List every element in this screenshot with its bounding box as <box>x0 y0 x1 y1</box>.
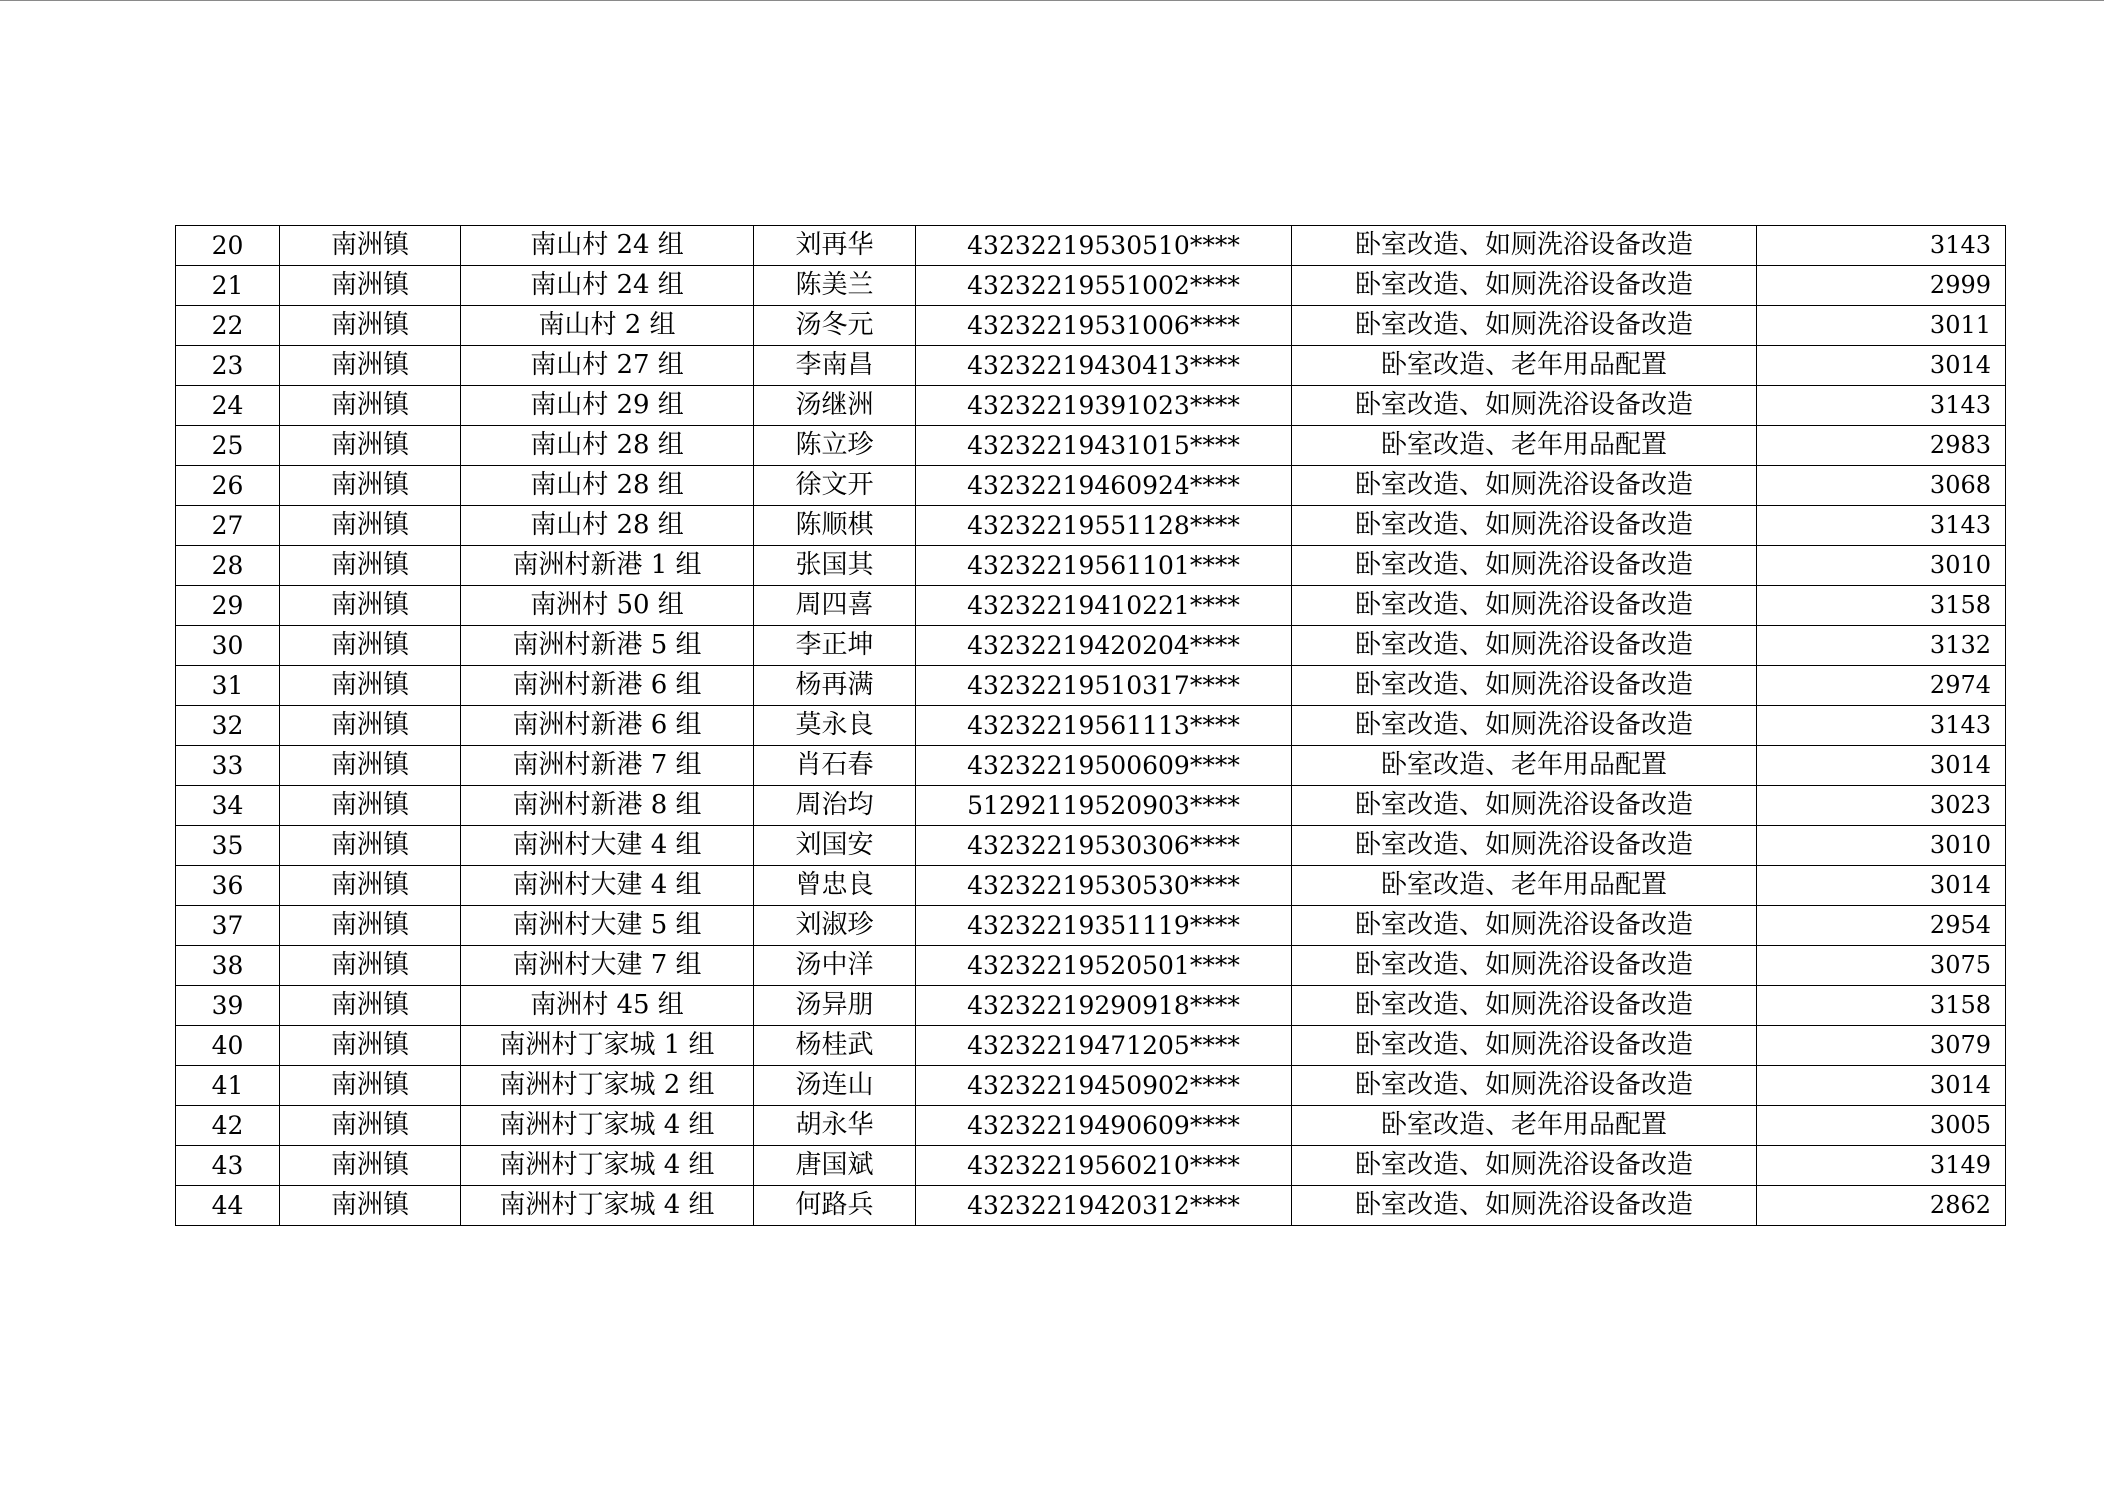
cell-amount: 2999 <box>1757 266 2006 306</box>
cell-person-name: 张国其 <box>754 546 916 586</box>
cell-person-name: 汤冬元 <box>754 306 916 346</box>
cell-renovation-item: 卧室改造、如厕洗浴设备改造 <box>1292 226 1757 266</box>
cell-person-name: 汤连山 <box>754 1066 916 1106</box>
cell-village-group: 南洲村丁家城 4 组 <box>461 1146 754 1186</box>
cell-village-group: 南洲村新港 6 组 <box>461 706 754 746</box>
cell-village-group: 南山村 27 组 <box>461 346 754 386</box>
cell-amount: 3010 <box>1757 826 2006 866</box>
cell-id-number: 43232219471205**** <box>916 1026 1292 1066</box>
cell-town: 南洲镇 <box>280 986 461 1026</box>
cell-town: 南洲镇 <box>280 626 461 666</box>
cell-amount: 3014 <box>1757 346 2006 386</box>
cell-index: 26 <box>176 466 280 506</box>
cell-renovation-item: 卧室改造、老年用品配置 <box>1292 346 1757 386</box>
cell-renovation-item: 卧室改造、如厕洗浴设备改造 <box>1292 1026 1757 1066</box>
cell-index: 32 <box>176 706 280 746</box>
cell-id-number: 43232219420312**** <box>916 1186 1292 1226</box>
table-row <box>176 1026 2006 1066</box>
cell-person-name: 陈美兰 <box>754 266 916 306</box>
cell-town: 南洲镇 <box>280 506 461 546</box>
beneficiary-table <box>175 225 2006 1226</box>
cell-village-group: 南洲村丁家城 1 组 <box>461 1026 754 1066</box>
cell-index: 40 <box>176 1026 280 1066</box>
cell-amount: 2954 <box>1757 906 2006 946</box>
cell-amount: 3079 <box>1757 1026 2006 1066</box>
table-row <box>176 466 2006 506</box>
cell-renovation-item: 卧室改造、如厕洗浴设备改造 <box>1292 1186 1757 1226</box>
cell-index: 29 <box>176 586 280 626</box>
cell-person-name: 莫永良 <box>754 706 916 746</box>
cell-person-name: 李南昌 <box>754 346 916 386</box>
table-row <box>176 346 2006 386</box>
cell-renovation-item: 卧室改造、如厕洗浴设备改造 <box>1292 946 1757 986</box>
cell-town: 南洲镇 <box>280 946 461 986</box>
table-row <box>176 386 2006 426</box>
document-table-wrapper <box>175 225 2005 1226</box>
cell-id-number: 43232219431015**** <box>916 426 1292 466</box>
cell-town: 南洲镇 <box>280 906 461 946</box>
cell-renovation-item: 卧室改造、如厕洗浴设备改造 <box>1292 1066 1757 1106</box>
cell-town: 南洲镇 <box>280 426 461 466</box>
cell-renovation-item: 卧室改造、如厕洗浴设备改造 <box>1292 666 1757 706</box>
table-row <box>176 1066 2006 1106</box>
cell-id-number: 43232219500609**** <box>916 746 1292 786</box>
cell-village-group: 南山村 2 组 <box>461 306 754 346</box>
cell-renovation-item: 卧室改造、如厕洗浴设备改造 <box>1292 266 1757 306</box>
cell-index: 30 <box>176 626 280 666</box>
table-row <box>176 906 2006 946</box>
cell-person-name: 周四喜 <box>754 586 916 626</box>
table-row <box>176 506 2006 546</box>
cell-village-group: 南洲村大建 7 组 <box>461 946 754 986</box>
cell-renovation-item: 卧室改造、如厕洗浴设备改造 <box>1292 506 1757 546</box>
cell-village-group: 南洲村新港 5 组 <box>461 626 754 666</box>
cell-id-number: 43232219420204**** <box>916 626 1292 666</box>
cell-town: 南洲镇 <box>280 306 461 346</box>
cell-renovation-item: 卧室改造、老年用品配置 <box>1292 746 1757 786</box>
cell-amount: 3005 <box>1757 1106 2006 1146</box>
cell-person-name: 陈立珍 <box>754 426 916 466</box>
cell-person-name: 汤继洲 <box>754 386 916 426</box>
cell-town: 南洲镇 <box>280 826 461 866</box>
cell-id-number: 43232219430413**** <box>916 346 1292 386</box>
cell-id-number: 43232219561101**** <box>916 546 1292 586</box>
cell-person-name: 徐文开 <box>754 466 916 506</box>
cell-person-name: 杨桂武 <box>754 1026 916 1066</box>
cell-renovation-item: 卧室改造、如厕洗浴设备改造 <box>1292 626 1757 666</box>
cell-village-group: 南洲村新港 6 组 <box>461 666 754 706</box>
cell-id-number: 51292119520903**** <box>916 786 1292 826</box>
cell-town: 南洲镇 <box>280 1186 461 1226</box>
cell-id-number: 43232219510317**** <box>916 666 1292 706</box>
cell-id-number: 43232219551002**** <box>916 266 1292 306</box>
cell-amount: 3143 <box>1757 386 2006 426</box>
cell-renovation-item: 卧室改造、如厕洗浴设备改造 <box>1292 986 1757 1026</box>
table-row <box>176 986 2006 1026</box>
cell-amount: 3075 <box>1757 946 2006 986</box>
cell-amount: 3143 <box>1757 706 2006 746</box>
cell-person-name: 汤异朋 <box>754 986 916 1026</box>
table-row <box>176 866 2006 906</box>
cell-renovation-item: 卧室改造、老年用品配置 <box>1292 866 1757 906</box>
cell-person-name: 刘再华 <box>754 226 916 266</box>
cell-village-group: 南洲村大建 4 组 <box>461 826 754 866</box>
cell-town: 南洲镇 <box>280 706 461 746</box>
cell-id-number: 43232219530530**** <box>916 866 1292 906</box>
cell-amount: 3143 <box>1757 506 2006 546</box>
cell-index: 36 <box>176 866 280 906</box>
cell-amount: 3014 <box>1757 746 2006 786</box>
cell-town: 南洲镇 <box>280 386 461 426</box>
cell-index: 31 <box>176 666 280 706</box>
cell-village-group: 南洲村大建 5 组 <box>461 906 754 946</box>
cell-id-number: 43232219391023**** <box>916 386 1292 426</box>
cell-index: 34 <box>176 786 280 826</box>
cell-index: 20 <box>176 226 280 266</box>
cell-village-group: 南山村 28 组 <box>461 466 754 506</box>
cell-index: 25 <box>176 426 280 466</box>
table-body <box>176 226 2006 1226</box>
table-row <box>176 786 2006 826</box>
cell-index: 37 <box>176 906 280 946</box>
cell-amount: 2974 <box>1757 666 2006 706</box>
cell-renovation-item: 卧室改造、如厕洗浴设备改造 <box>1292 466 1757 506</box>
table-row <box>176 586 2006 626</box>
cell-town: 南洲镇 <box>280 1146 461 1186</box>
table-row <box>176 1186 2006 1226</box>
cell-person-name: 杨再满 <box>754 666 916 706</box>
cell-index: 28 <box>176 546 280 586</box>
cell-id-number: 43232219490609**** <box>916 1106 1292 1146</box>
table-row <box>176 626 2006 666</box>
cell-town: 南洲镇 <box>280 866 461 906</box>
table-row <box>176 706 2006 746</box>
cell-town: 南洲镇 <box>280 586 461 626</box>
cell-town: 南洲镇 <box>280 1066 461 1106</box>
cell-village-group: 南洲村大建 4 组 <box>461 866 754 906</box>
cell-person-name: 何路兵 <box>754 1186 916 1226</box>
cell-index: 38 <box>176 946 280 986</box>
cell-town: 南洲镇 <box>280 786 461 826</box>
cell-town: 南洲镇 <box>280 1106 461 1146</box>
cell-town: 南洲镇 <box>280 466 461 506</box>
cell-renovation-item: 卧室改造、如厕洗浴设备改造 <box>1292 1146 1757 1186</box>
cell-person-name: 曾忠良 <box>754 866 916 906</box>
cell-id-number: 43232219290918**** <box>916 986 1292 1026</box>
cell-index: 39 <box>176 986 280 1026</box>
cell-village-group: 南洲村 50 组 <box>461 586 754 626</box>
cell-id-number: 43232219530306**** <box>916 826 1292 866</box>
cell-town: 南洲镇 <box>280 226 461 266</box>
cell-id-number: 43232219351119**** <box>916 906 1292 946</box>
cell-id-number: 43232219460924**** <box>916 466 1292 506</box>
cell-amount: 3023 <box>1757 786 2006 826</box>
table-row <box>176 426 2006 466</box>
cell-village-group: 南山村 24 组 <box>461 266 754 306</box>
cell-index: 22 <box>176 306 280 346</box>
cell-id-number: 43232219530510**** <box>916 226 1292 266</box>
cell-index: 27 <box>176 506 280 546</box>
cell-index: 44 <box>176 1186 280 1226</box>
cell-village-group: 南洲村丁家城 4 组 <box>461 1106 754 1146</box>
cell-amount: 3014 <box>1757 866 2006 906</box>
cell-person-name: 刘淑珍 <box>754 906 916 946</box>
cell-renovation-item: 卧室改造、老年用品配置 <box>1292 426 1757 466</box>
cell-index: 21 <box>176 266 280 306</box>
cell-id-number: 43232219560210**** <box>916 1146 1292 1186</box>
table-row <box>176 946 2006 986</box>
cell-amount: 3011 <box>1757 306 2006 346</box>
cell-index: 35 <box>176 826 280 866</box>
page-top-rule <box>0 0 2104 1</box>
cell-town: 南洲镇 <box>280 746 461 786</box>
cell-town: 南洲镇 <box>280 666 461 706</box>
cell-town: 南洲镇 <box>280 266 461 306</box>
cell-index: 43 <box>176 1146 280 1186</box>
table-row <box>176 546 2006 586</box>
cell-person-name: 肖石春 <box>754 746 916 786</box>
cell-id-number: 43232219531006**** <box>916 306 1292 346</box>
cell-amount: 3143 <box>1757 226 2006 266</box>
cell-renovation-item: 卧室改造、如厕洗浴设备改造 <box>1292 706 1757 746</box>
cell-amount: 3010 <box>1757 546 2006 586</box>
cell-village-group: 南山村 24 组 <box>461 226 754 266</box>
cell-amount: 3068 <box>1757 466 2006 506</box>
cell-village-group: 南洲村丁家城 2 组 <box>461 1066 754 1106</box>
table-row <box>176 226 2006 266</box>
cell-person-name: 刘国安 <box>754 826 916 866</box>
cell-id-number: 43232219561113**** <box>916 706 1292 746</box>
cell-village-group: 南洲村 45 组 <box>461 986 754 1026</box>
cell-village-group: 南洲村新港 7 组 <box>461 746 754 786</box>
cell-person-name: 胡永华 <box>754 1106 916 1146</box>
cell-index: 42 <box>176 1106 280 1146</box>
cell-id-number: 43232219520501**** <box>916 946 1292 986</box>
cell-village-group: 南洲村新港 8 组 <box>461 786 754 826</box>
cell-village-group: 南山村 29 组 <box>461 386 754 426</box>
cell-index: 41 <box>176 1066 280 1106</box>
table-row <box>176 306 2006 346</box>
cell-index: 23 <box>176 346 280 386</box>
table-row <box>176 1146 2006 1186</box>
table-row <box>176 746 2006 786</box>
cell-person-name: 唐国斌 <box>754 1146 916 1186</box>
cell-village-group: 南山村 28 组 <box>461 426 754 466</box>
cell-renovation-item: 卧室改造、如厕洗浴设备改造 <box>1292 546 1757 586</box>
cell-renovation-item: 卧室改造、老年用品配置 <box>1292 1106 1757 1146</box>
table-row <box>176 266 2006 306</box>
cell-index: 24 <box>176 386 280 426</box>
cell-amount: 2983 <box>1757 426 2006 466</box>
cell-village-group: 南山村 28 组 <box>461 506 754 546</box>
table-row <box>176 826 2006 866</box>
cell-renovation-item: 卧室改造、如厕洗浴设备改造 <box>1292 586 1757 626</box>
cell-person-name: 周治均 <box>754 786 916 826</box>
cell-amount: 3132 <box>1757 626 2006 666</box>
cell-id-number: 43232219450902**** <box>916 1066 1292 1106</box>
cell-amount: 2862 <box>1757 1186 2006 1226</box>
cell-renovation-item: 卧室改造、如厕洗浴设备改造 <box>1292 826 1757 866</box>
cell-person-name: 汤中洋 <box>754 946 916 986</box>
cell-town: 南洲镇 <box>280 1026 461 1066</box>
table-row <box>176 1106 2006 1146</box>
cell-amount: 3149 <box>1757 1146 2006 1186</box>
cell-village-group: 南洲村新港 1 组 <box>461 546 754 586</box>
cell-amount: 3014 <box>1757 1066 2006 1106</box>
cell-index: 33 <box>176 746 280 786</box>
cell-village-group: 南洲村丁家城 4 组 <box>461 1186 754 1226</box>
cell-person-name: 李正坤 <box>754 626 916 666</box>
cell-id-number: 43232219551128**** <box>916 506 1292 546</box>
cell-person-name: 陈顺棋 <box>754 506 916 546</box>
cell-town: 南洲镇 <box>280 546 461 586</box>
cell-town: 南洲镇 <box>280 346 461 386</box>
cell-renovation-item: 卧室改造、如厕洗浴设备改造 <box>1292 386 1757 426</box>
cell-renovation-item: 卧室改造、如厕洗浴设备改造 <box>1292 306 1757 346</box>
table-row <box>176 666 2006 706</box>
cell-amount: 3158 <box>1757 986 2006 1026</box>
cell-id-number: 43232219410221**** <box>916 586 1292 626</box>
cell-renovation-item: 卧室改造、如厕洗浴设备改造 <box>1292 786 1757 826</box>
cell-amount: 3158 <box>1757 586 2006 626</box>
cell-renovation-item: 卧室改造、如厕洗浴设备改造 <box>1292 906 1757 946</box>
